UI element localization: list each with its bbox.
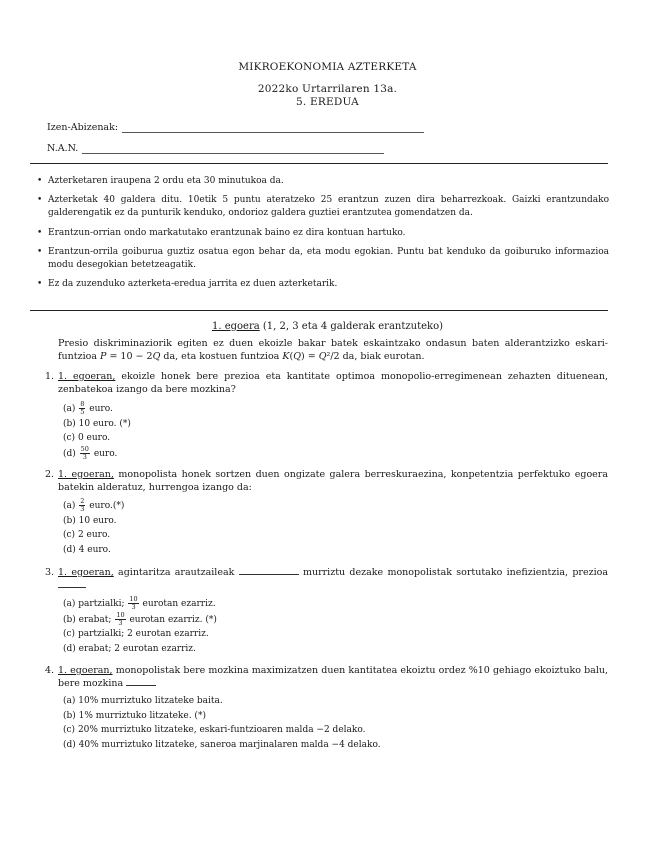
divider-top (30, 163, 608, 164)
question-3-options (63, 596, 217, 657)
option-d[interactable]: (d) 40% murriztuko litzateke, saneroa marjinalaren malda −4 delako. (63, 740, 381, 751)
option-a[interactable]: (a) $\frac{2}{3}$ euro.(*) (63, 497, 125, 513)
question-2-options (63, 498, 124, 558)
option-d[interactable]: (d) 4 euro. (63, 545, 111, 556)
question-3 (45, 566, 608, 592)
question-body: murriztu dezake monopolistak sortutako inefizientzia, prezioa (298, 567, 609, 578)
question-2 (45, 468, 608, 494)
option-a[interactable]: (a) 10% murriztuko litzateke baita. (63, 696, 223, 706)
question-text (58, 664, 608, 690)
option-b[interactable]: (b) erabat; $\frac{10}{3}$ eurotan ezarriz. (*) (63, 610, 217, 627)
question-number: 2. (45, 469, 55, 480)
question-number: 1. (45, 371, 55, 382)
exam-title: MIKROEKONOMIA AZTERKETA (238, 61, 417, 73)
fraction: $\frac{50}{3}$ (80, 445, 89, 462)
section-heading (0, 321, 655, 332)
fraction: $\frac{2}{3}$ (80, 497, 85, 513)
answer-blank (58, 579, 86, 588)
nan-label: N.A.N. (47, 143, 79, 154)
option-c[interactable]: (c) 2 euro. (63, 530, 111, 541)
name-label: Izen-Abizenak: (47, 122, 119, 133)
intro-text: ( (289, 351, 294, 362)
question-ref: 1. egoeran, (58, 469, 114, 480)
fraction: $\frac{10}{3}$ (129, 595, 138, 611)
section-title-underlined: 1. egoera (211, 321, 260, 332)
question-4-options (63, 694, 381, 753)
instruction-item: • Erantzun-orrian ondo markatutako erantzunak baino ez dira kontuan hartuko. (37, 227, 609, 240)
nan-input-line[interactable] (82, 144, 384, 154)
option-b[interactable]: (b) 1% murriztuko litzateke. (*) (63, 710, 206, 721)
intro-var: K (282, 351, 290, 362)
option-a[interactable]: (a) $\frac{8}{5}$ euro. (63, 400, 113, 416)
nan-field-row (47, 143, 384, 154)
option-d[interactable]: (d) erabat; 2 eurotan ezarriz. (63, 644, 196, 655)
question-body: monopolistak bere mozkina maximizatzen duen kantitatea ekoiztu ordez %10 gehiago ekoiztuko balu, bere mozkina (58, 665, 608, 689)
question-1-options (63, 401, 131, 462)
question-number: 4. (45, 665, 55, 676)
intro-var: Q (152, 351, 161, 362)
intro-text: da, eta kostuen funtzioa (160, 351, 283, 362)
exam-date: 2022ko Urtarrilaren 13a. (257, 83, 398, 95)
option-c[interactable]: (c) 0 euro. (63, 433, 111, 444)
question-ref: 1. egoeran, (58, 371, 116, 382)
intro-var: P (100, 351, 107, 362)
divider-middle (30, 310, 608, 311)
instruction-item: • Ez da zuzenduko azterketa-eredua jarrita ez duen azterketarik. (37, 278, 609, 291)
question-body: monopolista honek sortzen duen ongizate galera berreskuraezina, konpetentzia perfektuko egoera batekin alderatuz, hurrengoa izango da: (58, 469, 608, 493)
answer-blank (239, 566, 299, 575)
intro-text: ) = (301, 351, 319, 362)
option-b[interactable]: (b) 10 euro. (63, 515, 117, 526)
option-c[interactable]: (c) 20% murriztuko litzateke, eskari-funtzioaren malda −2 delako. (63, 725, 366, 736)
section-intro (58, 337, 608, 363)
fraction: $\frac{8}{5}$ (80, 400, 85, 416)
answer-blank (126, 677, 156, 686)
question-number: 3. (45, 567, 55, 578)
intro-text: = 10 − 2 (106, 351, 153, 362)
instruction-item: • Azterketaren iraupena 2 ordu eta 30 minutukoa da. (37, 175, 609, 188)
question-body: ekoizle honek bere prezioa eta kantitate optimoa monopolio-erregimenean zehazten dituenean, zenbatekoa izango da bere mozkina? (58, 371, 608, 395)
question-text (58, 566, 608, 592)
intro-var: Q (318, 351, 327, 362)
instruction-item: • Erantzun-orrila goiburua guztiz osatua egon behar da, eta modu egokian. Puntu bat kenduko da goiburuko informazioa modu desegokian betetzeagatik. (37, 246, 609, 272)
question-ref: 1. egoeran, (58, 665, 113, 676)
fraction: $\frac{10}{3}$ (116, 610, 125, 627)
question-4 (45, 664, 608, 690)
intro-text: Presio diskriminaziorik egiten ez duen ekoizle bakar batek eskaintzako ondasun baten alderantzizko eskari-funtzioa (58, 338, 608, 362)
instruction-item: • Azterketak 40 galdera ditu. 10etik 5 puntu ateratzeko 25 erantzun zuzen dira beharrezkoak. Gaizki erantzundako galderengatik ez da punturik kenduko, ondorioz galdera guztiei erantzutea gomendatzen da. (37, 194, 609, 220)
option-d[interactable]: (d) $\frac{50}{3}$ euro. (63, 445, 118, 462)
question-text (58, 370, 608, 396)
name-input-line[interactable] (122, 123, 424, 133)
question-text (58, 468, 608, 494)
instructions-list (37, 175, 609, 297)
name-field-row (47, 122, 424, 133)
exam-model: 5. EREDUA (296, 96, 359, 108)
intro-var: Q (293, 351, 301, 362)
question-ref: 1. egoeran, (58, 567, 114, 578)
intro-text: ²/2 da, biak eurotan. (326, 351, 425, 362)
option-a[interactable]: (a) partzialki; $\frac{10}{3}$ eurotan ezarriz. (63, 595, 216, 611)
option-b[interactable]: (b) 10 euro. (*) (63, 418, 131, 429)
question-1 (45, 370, 608, 396)
option-c[interactable]: (c) partzialki; 2 eurotan ezarriz. (63, 629, 209, 640)
section-title-rest: (1, 2, 3 eta 4 galderak erantzuteko) (259, 321, 444, 332)
question-body: agintaritza arautzaileak (113, 567, 239, 578)
